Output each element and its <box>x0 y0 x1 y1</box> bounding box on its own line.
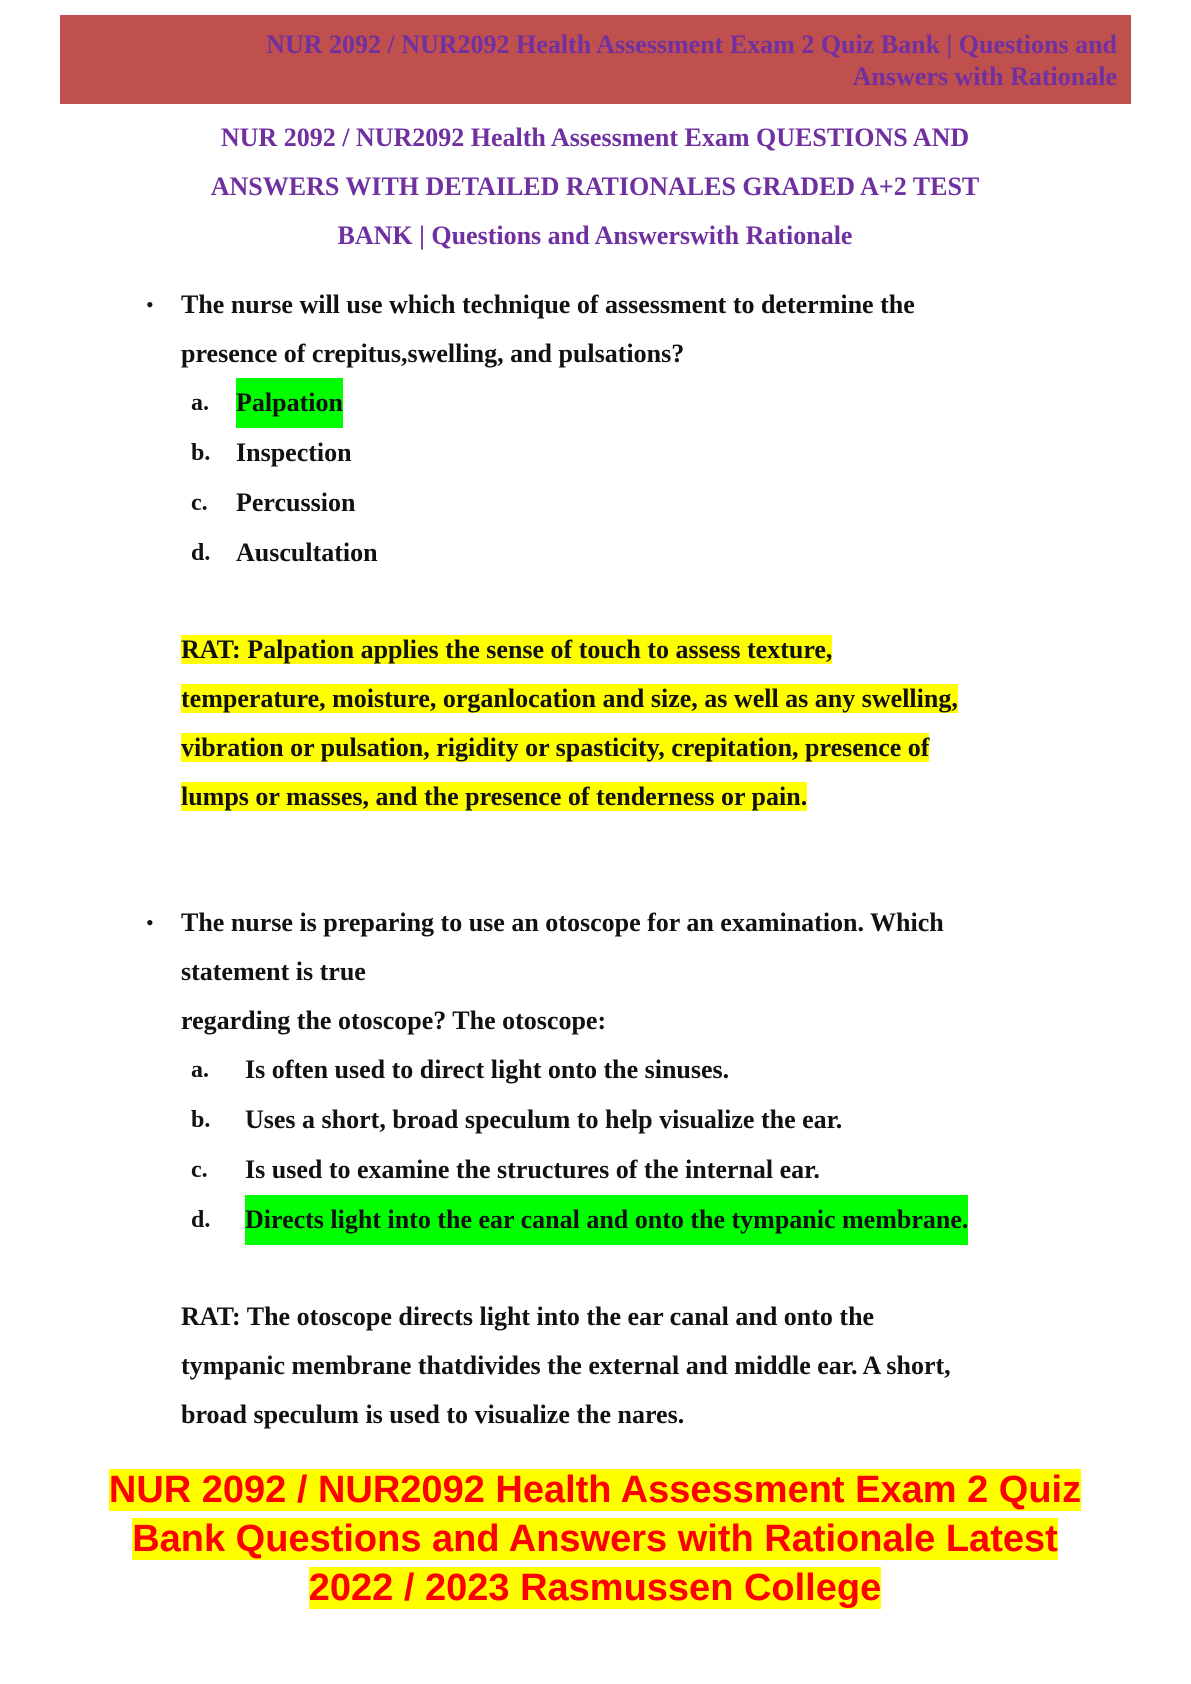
question-2-stem-line-2: statement is true <box>181 957 366 986</box>
option-letter: c. <box>191 490 208 516</box>
footer-line-3: 2022 / 2023 Rasmussen College <box>308 1567 882 1609</box>
header-title-line-1: NUR 2092 / NUR2092 Health Assessment Exam 2 Quiz Bank | Questions and <box>266 30 1117 59</box>
option-item <box>140 528 1060 578</box>
rationale-line: temperature, moisture, organlocation and size, as well as any swelling, <box>181 684 958 713</box>
question-1-options <box>140 378 1060 578</box>
correct-answer: Directs light into the ear canal and onto the tympanic membrane. <box>245 1195 968 1245</box>
question-2 <box>140 898 1060 1439</box>
rationale-line: broad speculum is used to visualize the nares. <box>181 1400 685 1429</box>
document-title <box>140 113 1050 260</box>
option-item <box>140 1095 1060 1145</box>
bullet-icon: • <box>146 910 154 935</box>
option-letter: b. <box>191 1107 211 1133</box>
option-item <box>140 1145 1060 1195</box>
option-item <box>140 1195 1060 1245</box>
option-letter: a. <box>191 1057 209 1083</box>
document-title-line-2: ANSWERS WITH DETAILED RATIONALES GRADED A+2 TEST <box>210 172 980 201</box>
option-letter: a. <box>191 390 209 416</box>
question-2-options <box>140 1045 1060 1245</box>
header-title <box>117 29 1117 93</box>
question-2-stem <box>181 898 1060 1045</box>
option-item <box>140 1045 1060 1095</box>
rationale-line: tympanic membrane thatdivides the external and middle ear. A short, <box>181 1351 951 1380</box>
question-2-stem-line-3: regarding the otoscope? The otoscope: <box>181 1006 607 1035</box>
question-1-stem <box>181 280 1060 378</box>
option-text: Inspection <box>236 438 352 467</box>
rationale-line: lumps or masses, and the presence of tenderness or pain. <box>181 782 808 811</box>
option-item <box>140 428 1060 478</box>
option-letter: d. <box>191 1207 211 1233</box>
bullet-icon: • <box>146 292 154 317</box>
option-text: Uses a short, broad speculum to help visualize the ear. <box>245 1105 843 1134</box>
question-1-rationale <box>181 625 1060 821</box>
question-2-stem-line-1: The nurse is preparing to use an otoscope for an examination. Which <box>181 908 944 937</box>
footer-banner <box>40 1466 1150 1613</box>
footer-line-1: NUR 2092 / NUR2092 Health Assessment Exam 2 Quiz <box>108 1469 1082 1511</box>
rationale-line: RAT: The otoscope directs light into the ear canal and onto the <box>181 1302 875 1331</box>
option-letter: b. <box>191 440 211 466</box>
document-title-line-3: BANK | Questions and Answerswith Rationale <box>337 221 853 250</box>
option-letter: d. <box>191 540 211 566</box>
option-letter: c. <box>191 1157 208 1183</box>
question-1 <box>140 280 1060 821</box>
rationale-line: RAT: Palpation applies the sense of touch to assess texture, <box>181 635 833 664</box>
option-item <box>140 378 1060 428</box>
option-text: Is often used to direct light onto the sinuses. <box>245 1055 730 1084</box>
correct-answer: Palpation <box>236 378 343 428</box>
header-title-line-2: Answers with Rationale <box>852 62 1117 91</box>
option-text: Auscultation <box>236 538 378 567</box>
question-1-stem-line-1: The nurse will use which technique of assessment to determine the <box>181 290 915 319</box>
rationale-line: vibration or pulsation, rigidity or spasticity, crepitation, presence of <box>181 733 930 762</box>
question-1-stem-line-2: presence of crepitus,swelling, and pulsations? <box>181 339 685 368</box>
footer-line-2: Bank Questions and Answers with Rationale Latest <box>132 1518 1058 1560</box>
document-title-line-1: NUR 2092 / NUR2092 Health Assessment Exam QUESTIONS AND <box>220 123 970 152</box>
option-item <box>140 478 1060 528</box>
option-text: Is used to examine the structures of the internal ear. <box>245 1155 820 1184</box>
header-band <box>60 15 1131 104</box>
option-text: Percussion <box>236 488 356 517</box>
question-2-rationale <box>181 1292 1060 1439</box>
